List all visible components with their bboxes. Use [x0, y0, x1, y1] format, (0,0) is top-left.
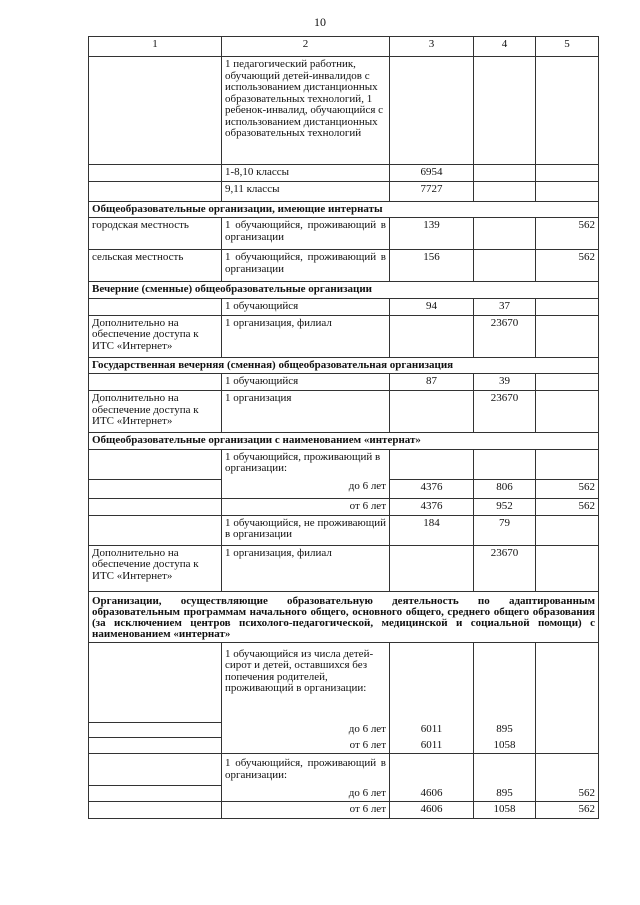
table-cell [474, 218, 536, 250]
table-row [89, 738, 599, 754]
table-cell [390, 57, 474, 165]
cell-value: 6954 [390, 165, 474, 182]
cell-value: 4606 [390, 802, 474, 819]
cell-value: 23670 [474, 391, 536, 433]
table-cell [89, 722, 222, 738]
table-row [89, 181, 599, 201]
table-cell [89, 802, 222, 819]
table-cell [89, 298, 222, 315]
table-cell [536, 165, 599, 182]
table-cell [390, 754, 474, 786]
section-title: Общеобразовательные организации, имеющие интернаты [89, 201, 599, 218]
table-cell [536, 449, 599, 479]
cell-description: 1 обучающийся [222, 298, 390, 315]
section-header-row [89, 282, 599, 299]
cell-value: 6011 [390, 738, 474, 754]
cell-label: Дополнительно на обеспечение доступа к ИТС «Интернет» [89, 315, 222, 357]
cell-label: от 6 лет [222, 802, 390, 819]
table-row [89, 545, 599, 591]
cell-description: 1 обучающийся из числа детей-сирот и детей, оставшихся без попечения родителей, проживающий в организации: [222, 642, 390, 722]
cell-label: от 6 лет [222, 738, 390, 754]
cell-description: 1 организация, филиал [222, 315, 390, 357]
cell-label: 9,11 классы [222, 181, 390, 201]
table-cell [89, 786, 222, 802]
cell-value: 4376 [390, 479, 474, 498]
page-number: 10 [314, 15, 326, 29]
cell-value: 562 [536, 498, 599, 515]
cell-value: 7727 [390, 181, 474, 201]
cell-value: 139 [390, 218, 474, 250]
table-cell [474, 642, 536, 722]
cell-label: сельская местность [89, 250, 222, 282]
section-title: Организации, осуществляющие образовательную деятельность по адаптированным образовательным программам начального общего, основного общего, среднего общего образования (за исключением центров психолого-педагогической, медицинской и социальной помощи) с наименованием «интернат» [89, 591, 599, 642]
column-header-row [89, 37, 599, 57]
table-row [89, 298, 599, 315]
table-row [89, 479, 599, 498]
cell-value: 952 [474, 498, 536, 515]
table-cell [390, 449, 474, 479]
section-header-row [89, 433, 599, 450]
cell-label: до 6 лет [222, 786, 390, 802]
cell-value: 562 [536, 802, 599, 819]
cell-value: 87 [390, 374, 474, 391]
cell-label: 1-8,10 классы [222, 165, 390, 182]
cell-label: до 6 лет [222, 479, 390, 498]
cell-value: 94 [390, 298, 474, 315]
table-row [89, 250, 599, 282]
section-header-row [89, 591, 599, 642]
table-cell [390, 391, 474, 433]
column-header: 1 [89, 37, 222, 57]
table-cell [536, 391, 599, 433]
table-cell [390, 642, 474, 722]
cell-value: 895 [474, 722, 536, 738]
table-cell [536, 374, 599, 391]
table-cell [390, 545, 474, 591]
cell-value: 184 [390, 515, 474, 545]
column-header: 5 [536, 37, 599, 57]
cell-description: 1 педагогический работник, обучающий детей-инвалидов с использованием дистанционных образовательных технологий, 1 ребенок-инвалид, обучающийся с использованием дистанционных образовательных технологий [222, 57, 390, 165]
table-row [89, 165, 599, 182]
table-cell [89, 479, 222, 498]
cell-value: 39 [474, 374, 536, 391]
cell-description: 1 обучающийся, проживающий в организации [222, 250, 390, 282]
cell-description: 1 обучающийся, проживающий в организации: [222, 449, 390, 479]
table-cell [474, 165, 536, 182]
table-cell [89, 165, 222, 182]
table-row [89, 642, 599, 722]
cell-label: городская местность [89, 218, 222, 250]
cell-description: 1 организация, филиал [222, 545, 390, 591]
section-title: Государственная вечерняя (сменная) общеобразовательная организация [89, 357, 599, 374]
table-cell [474, 181, 536, 201]
table-cell [474, 250, 536, 282]
table-row [89, 449, 599, 479]
cell-value: 23670 [474, 545, 536, 591]
table-cell [390, 315, 474, 357]
table-cell [536, 515, 599, 545]
cell-description: 1 обучающийся, не проживающий в организации [222, 515, 390, 545]
section-header-row [89, 357, 599, 374]
table-row [89, 722, 599, 738]
cell-description: 1 обучающийся [222, 374, 390, 391]
table-row [89, 786, 599, 802]
table-cell [89, 181, 222, 201]
table-cell [536, 298, 599, 315]
cell-value: 806 [474, 479, 536, 498]
table-row [89, 754, 599, 786]
table-cell [89, 515, 222, 545]
table-cell [536, 57, 599, 165]
table-cell [89, 754, 222, 786]
table-cell [89, 374, 222, 391]
cell-value: 79 [474, 515, 536, 545]
cell-value: 6011 [390, 722, 474, 738]
table-cell [474, 449, 536, 479]
table-cell [89, 57, 222, 165]
cell-value: 562 [536, 786, 599, 802]
cell-value: 1058 [474, 738, 536, 754]
table-cell [536, 545, 599, 591]
table-row [89, 218, 599, 250]
section-header-row [89, 201, 599, 218]
cell-value: 1058 [474, 802, 536, 819]
cell-label: до 6 лет [222, 722, 390, 738]
table-cell [536, 738, 599, 754]
table-cell [536, 181, 599, 201]
cell-value: 562 [536, 218, 599, 250]
table-cell [536, 642, 599, 722]
table-cell [536, 754, 599, 786]
cell-label: от 6 лет [222, 498, 390, 515]
table-cell [474, 754, 536, 786]
cell-value: 895 [474, 786, 536, 802]
section-title: Общеобразовательные организации с наименованием «интернат» [89, 433, 599, 450]
cell-value: 4606 [390, 786, 474, 802]
section-title: Вечерние (сменные) общеобразовательные организации [89, 282, 599, 299]
table-row [89, 515, 599, 545]
table-row [89, 315, 599, 357]
column-header: 2 [222, 37, 390, 57]
cell-value: 23670 [474, 315, 536, 357]
cell-description: 1 организация [222, 391, 390, 433]
table-row [89, 57, 599, 165]
cell-value: 562 [536, 479, 599, 498]
table-row [89, 391, 599, 433]
cell-description: 1 обучающийся, проживающий в организации: [222, 754, 390, 786]
table-row [89, 374, 599, 391]
column-header: 3 [390, 37, 474, 57]
cell-label: Дополнительно на обеспечение доступа к ИТС «Интернет» [89, 391, 222, 433]
table-cell [89, 449, 222, 479]
cell-label: Дополнительно на обеспечение доступа к ИТС «Интернет» [89, 545, 222, 591]
table-cell [536, 722, 599, 738]
table-cell [536, 315, 599, 357]
table-row [89, 802, 599, 819]
cell-value: 562 [536, 250, 599, 282]
cell-description: 1 обучающийся, проживающий в организации [222, 218, 390, 250]
funding-table [88, 36, 599, 819]
table-cell [89, 498, 222, 515]
table-cell [89, 738, 222, 754]
table-cell [89, 642, 222, 722]
column-header: 4 [474, 37, 536, 57]
cell-value: 156 [390, 250, 474, 282]
table-row [89, 498, 599, 515]
table-cell [474, 57, 536, 165]
cell-value: 4376 [390, 498, 474, 515]
cell-value: 37 [474, 298, 536, 315]
